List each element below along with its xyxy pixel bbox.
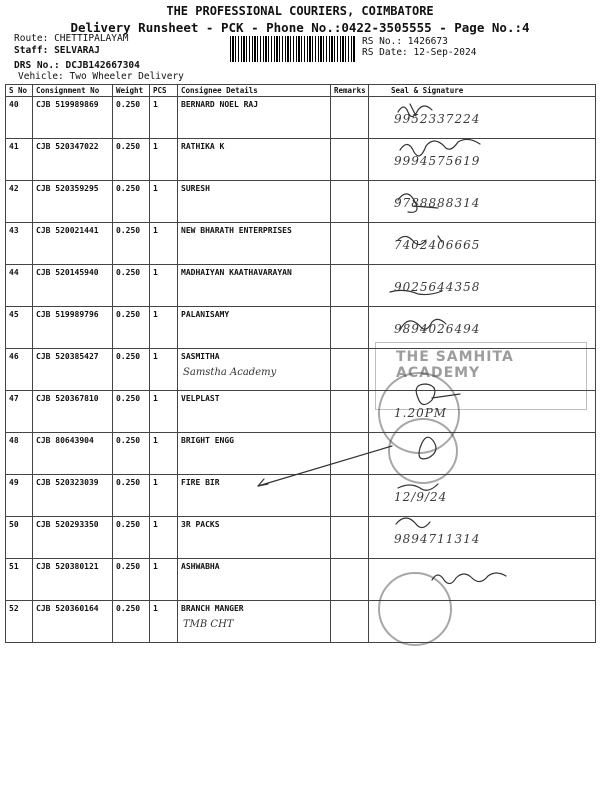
- rs-no-label: RS No.:: [362, 36, 403, 47]
- handwritten-note: Samstha Academy: [183, 367, 277, 378]
- cell-signature: [369, 223, 596, 265]
- cell-consignee: [178, 601, 331, 643]
- cell-weight-text: 0.250: [116, 268, 141, 277]
- cell-consignment-text: CJB 520367810: [36, 394, 99, 403]
- cell-sno-text: 49: [9, 478, 19, 487]
- cell-signature: [369, 517, 596, 559]
- cell-consignee-text: SURESH: [181, 184, 210, 193]
- cell-consignment: [33, 475, 113, 517]
- table-row: [6, 601, 596, 643]
- document-subtitle: Delivery Runsheet - PCK - Phone No.:0422-3505555 - Page No.:4: [70, 20, 530, 35]
- cell-sno: [6, 307, 33, 349]
- cell-consignee: [178, 181, 331, 223]
- cell-weight: [113, 475, 150, 517]
- cell-signature: [369, 391, 596, 433]
- vehicle-value: Two Wheeler Delivery: [69, 71, 184, 82]
- cell-consignment-text: CJB 80643904: [36, 436, 94, 445]
- drs-line: [14, 60, 140, 71]
- cell-consignment-text: CJB 519989869: [36, 100, 99, 109]
- cell-signature: [369, 265, 596, 307]
- runsheet-table: [5, 84, 596, 643]
- route-line: [14, 33, 128, 44]
- cell-sno: [6, 97, 33, 139]
- col-header-pcs: PCS: [150, 85, 178, 97]
- cell-remarks: [331, 391, 369, 433]
- cell-consignee-text: 3R PACKS: [181, 520, 220, 529]
- col-header-weight: Weight: [113, 85, 150, 97]
- cell-sno-text: 47: [9, 394, 19, 403]
- cell-weight: [113, 433, 150, 475]
- cell-pcs: [150, 307, 178, 349]
- cell-consignment: [33, 391, 113, 433]
- cell-consignment: [33, 307, 113, 349]
- cell-consignment-text: CJB 520380121: [36, 562, 99, 571]
- cell-consignment-text: CJB 520360164: [36, 604, 99, 613]
- document-title: THE PROFESSIONAL COURIERS, COIMBATORE: [166, 4, 434, 18]
- cell-consignee-text: RATHIKA K: [181, 142, 225, 151]
- cell-sno: [6, 349, 33, 391]
- cell-consignee: [178, 391, 331, 433]
- cell-consignee-text: ASHWABHA: [181, 562, 220, 571]
- cell-signature: [369, 475, 596, 517]
- rs-date-value: 12-Sep-2024: [413, 47, 477, 58]
- cell-sno: [6, 181, 33, 223]
- drs-value: DCJB142667304: [65, 60, 140, 71]
- cell-consignment: [33, 433, 113, 475]
- cell-weight: [113, 307, 150, 349]
- cell-consignee-text: PALANISAMY: [181, 310, 230, 319]
- cell-weight-text: 0.250: [116, 604, 141, 613]
- cell-signature: [369, 139, 596, 181]
- cell-pcs-text: 1: [153, 184, 158, 193]
- cell-weight-text: 0.250: [116, 100, 141, 109]
- cell-consignee: [178, 349, 331, 391]
- cell-consignment: [33, 601, 113, 643]
- cell-consignee: [178, 97, 331, 139]
- cell-consignment-text: CJB 520385427: [36, 352, 99, 361]
- cell-sno-text: 41: [9, 142, 19, 151]
- handwritten-phone: 9994575619: [394, 154, 481, 168]
- cell-weight-text: 0.250: [116, 142, 141, 151]
- handwritten-phone: 9788888314: [394, 196, 481, 210]
- table-row: [6, 349, 596, 391]
- col-header-consignee: Consignee Details: [178, 85, 331, 97]
- cell-pcs: [150, 139, 178, 181]
- cell-remarks: [331, 559, 369, 601]
- handwritten-phone: 12/9/24: [394, 490, 448, 504]
- cell-pcs-text: 1: [153, 310, 158, 319]
- cell-consignment: [33, 559, 113, 601]
- rs-date-label: RS Date:: [362, 47, 408, 58]
- cell-pcs-text: 1: [153, 520, 158, 529]
- staff-label: Staff:: [14, 45, 49, 56]
- rs-no-value: 1426673: [407, 36, 448, 47]
- cell-consignment: [33, 139, 113, 181]
- cell-sno: [6, 223, 33, 265]
- cell-consignment: [33, 181, 113, 223]
- cell-weight-text: 0.250: [116, 478, 141, 487]
- cell-weight-text: 0.250: [116, 226, 141, 235]
- cell-weight-text: 0.250: [116, 394, 141, 403]
- cell-sno-text: 40: [9, 100, 19, 109]
- cell-consignment-text: CJB 519989796: [36, 310, 99, 319]
- cell-remarks: [331, 475, 369, 517]
- table-header-row: [6, 85, 596, 97]
- handwritten-phone: 1.20PM: [394, 406, 448, 420]
- table-row: [6, 139, 596, 181]
- cell-consignee-text: VELPLAST: [181, 394, 220, 403]
- cell-consignee: [178, 517, 331, 559]
- cell-pcs: [150, 97, 178, 139]
- cell-consignee: [178, 475, 331, 517]
- table-row: [6, 181, 596, 223]
- academy-stamp-text: THE SAMHITA ACADEMY: [396, 349, 514, 381]
- handwritten-phone: 9894711314: [394, 532, 481, 546]
- cell-consignment: [33, 265, 113, 307]
- cell-sno: [6, 265, 33, 307]
- cell-sno-text: 46: [9, 352, 19, 361]
- cell-pcs-text: 1: [153, 268, 158, 277]
- cell-pcs-text: 1: [153, 562, 158, 571]
- cell-consignment-text: CJB 520323039: [36, 478, 99, 487]
- cell-consignee-text: MADHAIYAN KAATHAVARAYAN: [181, 268, 292, 277]
- cell-sno-text: 50: [9, 520, 19, 529]
- cell-pcs: [150, 181, 178, 223]
- cell-consignment-text: CJB 520145940: [36, 268, 99, 277]
- cell-weight: [113, 97, 150, 139]
- cell-weight: [113, 265, 150, 307]
- cell-pcs-text: 1: [153, 478, 158, 487]
- cell-consignee-text: BRANCH MANGER: [181, 604, 244, 613]
- cell-remarks: [331, 601, 369, 643]
- cell-consignee: [178, 307, 331, 349]
- cell-consignee-text: FIRE BIR: [181, 478, 220, 487]
- cell-weight-text: 0.250: [116, 184, 141, 193]
- cell-sno: [6, 559, 33, 601]
- table-row: [6, 475, 596, 517]
- cell-weight: [113, 391, 150, 433]
- cell-pcs: [150, 349, 178, 391]
- cell-signature: [369, 307, 596, 349]
- col-header-signature: Seal & Signature: [369, 85, 596, 97]
- cell-consignment-text: CJB 520359295: [36, 184, 99, 193]
- cell-pcs-text: 1: [153, 604, 158, 613]
- rs-date-line: [362, 47, 476, 58]
- cell-weight: [113, 601, 150, 643]
- cell-consignment-text: CJB 520293350: [36, 520, 99, 529]
- table-row: [6, 223, 596, 265]
- cell-consignee-text: BERNARD NOEL RAJ: [181, 100, 259, 109]
- cell-pcs-text: 1: [153, 142, 158, 151]
- cell-sno-text: 42: [9, 184, 19, 193]
- cell-weight-text: 0.250: [116, 310, 141, 319]
- cell-pcs: [150, 559, 178, 601]
- cell-signature: [369, 181, 596, 223]
- cell-consignment: [33, 517, 113, 559]
- cell-pcs-text: 1: [153, 100, 158, 109]
- cell-weight-text: 0.250: [116, 352, 141, 361]
- cell-remarks: [331, 517, 369, 559]
- cell-sno: [6, 139, 33, 181]
- cell-sno: [6, 433, 33, 475]
- cell-pcs: [150, 475, 178, 517]
- cell-remarks: [331, 433, 369, 475]
- cell-consignment: [33, 97, 113, 139]
- cell-sno: [6, 517, 33, 559]
- cell-pcs: [150, 265, 178, 307]
- cell-pcs: [150, 223, 178, 265]
- cell-consignment: [33, 223, 113, 265]
- cell-weight-text: 0.250: [116, 562, 141, 571]
- cell-sno-text: 43: [9, 226, 19, 235]
- cell-remarks: [331, 307, 369, 349]
- cell-remarks: [331, 223, 369, 265]
- table-row: [6, 433, 596, 475]
- cell-pcs-text: 1: [153, 226, 158, 235]
- cell-sno-text: 51: [9, 562, 19, 571]
- col-header-sno: S No: [6, 85, 33, 97]
- cell-sno-text: 52: [9, 604, 19, 613]
- cell-weight: [113, 181, 150, 223]
- route-label: Route:: [14, 33, 49, 44]
- cell-sno: [6, 475, 33, 517]
- table-row: [6, 391, 596, 433]
- cell-pcs: [150, 517, 178, 559]
- cell-consignee: [178, 559, 331, 601]
- cell-consignee-text: BRIGHT ENGG: [181, 436, 234, 445]
- cell-weight: [113, 139, 150, 181]
- cell-consignment-text: CJB 520021441: [36, 226, 99, 235]
- cell-pcs: [150, 391, 178, 433]
- cell-weight: [113, 517, 150, 559]
- cell-remarks: [331, 265, 369, 307]
- cell-sno-text: 45: [9, 310, 19, 319]
- staff-value: SELVARAJ: [54, 45, 100, 56]
- cell-pcs-text: 1: [153, 436, 158, 445]
- cell-pcs: [150, 433, 178, 475]
- cell-signature: [369, 97, 596, 139]
- cell-signature: [369, 349, 596, 391]
- col-header-remarks: Remarks: [331, 85, 369, 97]
- handwritten-phone: 9894026494: [394, 322, 481, 336]
- cell-consignment: [33, 349, 113, 391]
- handwritten-note: TMB CHT: [183, 619, 234, 630]
- cell-consignee: [178, 265, 331, 307]
- cell-weight: [113, 349, 150, 391]
- route-value: CHETTIPALAYAM: [54, 33, 129, 44]
- table-row: [6, 265, 596, 307]
- cell-consignment-text: CJB 520347022: [36, 142, 99, 151]
- cell-consignee-text: NEW BHARATH ENTERPRISES: [181, 226, 292, 235]
- col-header-consignment: Consignment No: [33, 85, 113, 97]
- cell-sno: [6, 601, 33, 643]
- cell-sno-text: 44: [9, 268, 19, 277]
- cell-consignee: [178, 223, 331, 265]
- cell-sno-text: 48: [9, 436, 19, 445]
- handwritten-phone: 7402406665: [394, 238, 481, 252]
- cell-sno: [6, 391, 33, 433]
- vehicle-line: [18, 71, 184, 82]
- cell-pcs-text: 1: [153, 352, 158, 361]
- cell-signature: [369, 559, 596, 601]
- table-row: [6, 97, 596, 139]
- cell-signature: [369, 433, 596, 475]
- cell-remarks: [331, 97, 369, 139]
- cell-consignee: [178, 433, 331, 475]
- table-row: [6, 517, 596, 559]
- cell-consignee: [178, 139, 331, 181]
- cell-remarks: [331, 181, 369, 223]
- cell-pcs-text: 1: [153, 394, 158, 403]
- cell-consignee-text: SASMITHA: [181, 352, 220, 361]
- handwritten-phone: 9025644358: [394, 280, 481, 294]
- cell-weight-text: 0.250: [116, 436, 141, 445]
- table-row: [6, 307, 596, 349]
- cell-weight: [113, 223, 150, 265]
- table-row: [6, 559, 596, 601]
- cell-remarks: [331, 349, 369, 391]
- cell-remarks: [331, 139, 369, 181]
- barcode: [230, 36, 355, 62]
- vehicle-label: Vehicle:: [18, 71, 64, 82]
- cell-pcs: [150, 601, 178, 643]
- cell-weight-text: 0.250: [116, 520, 141, 529]
- cell-weight: [113, 559, 150, 601]
- cell-signature: [369, 601, 596, 643]
- drs-label: DRS No.:: [14, 60, 60, 71]
- handwritten-phone: 9952337224: [394, 112, 481, 126]
- rs-no-line: [362, 36, 448, 47]
- staff-line: [14, 45, 100, 56]
